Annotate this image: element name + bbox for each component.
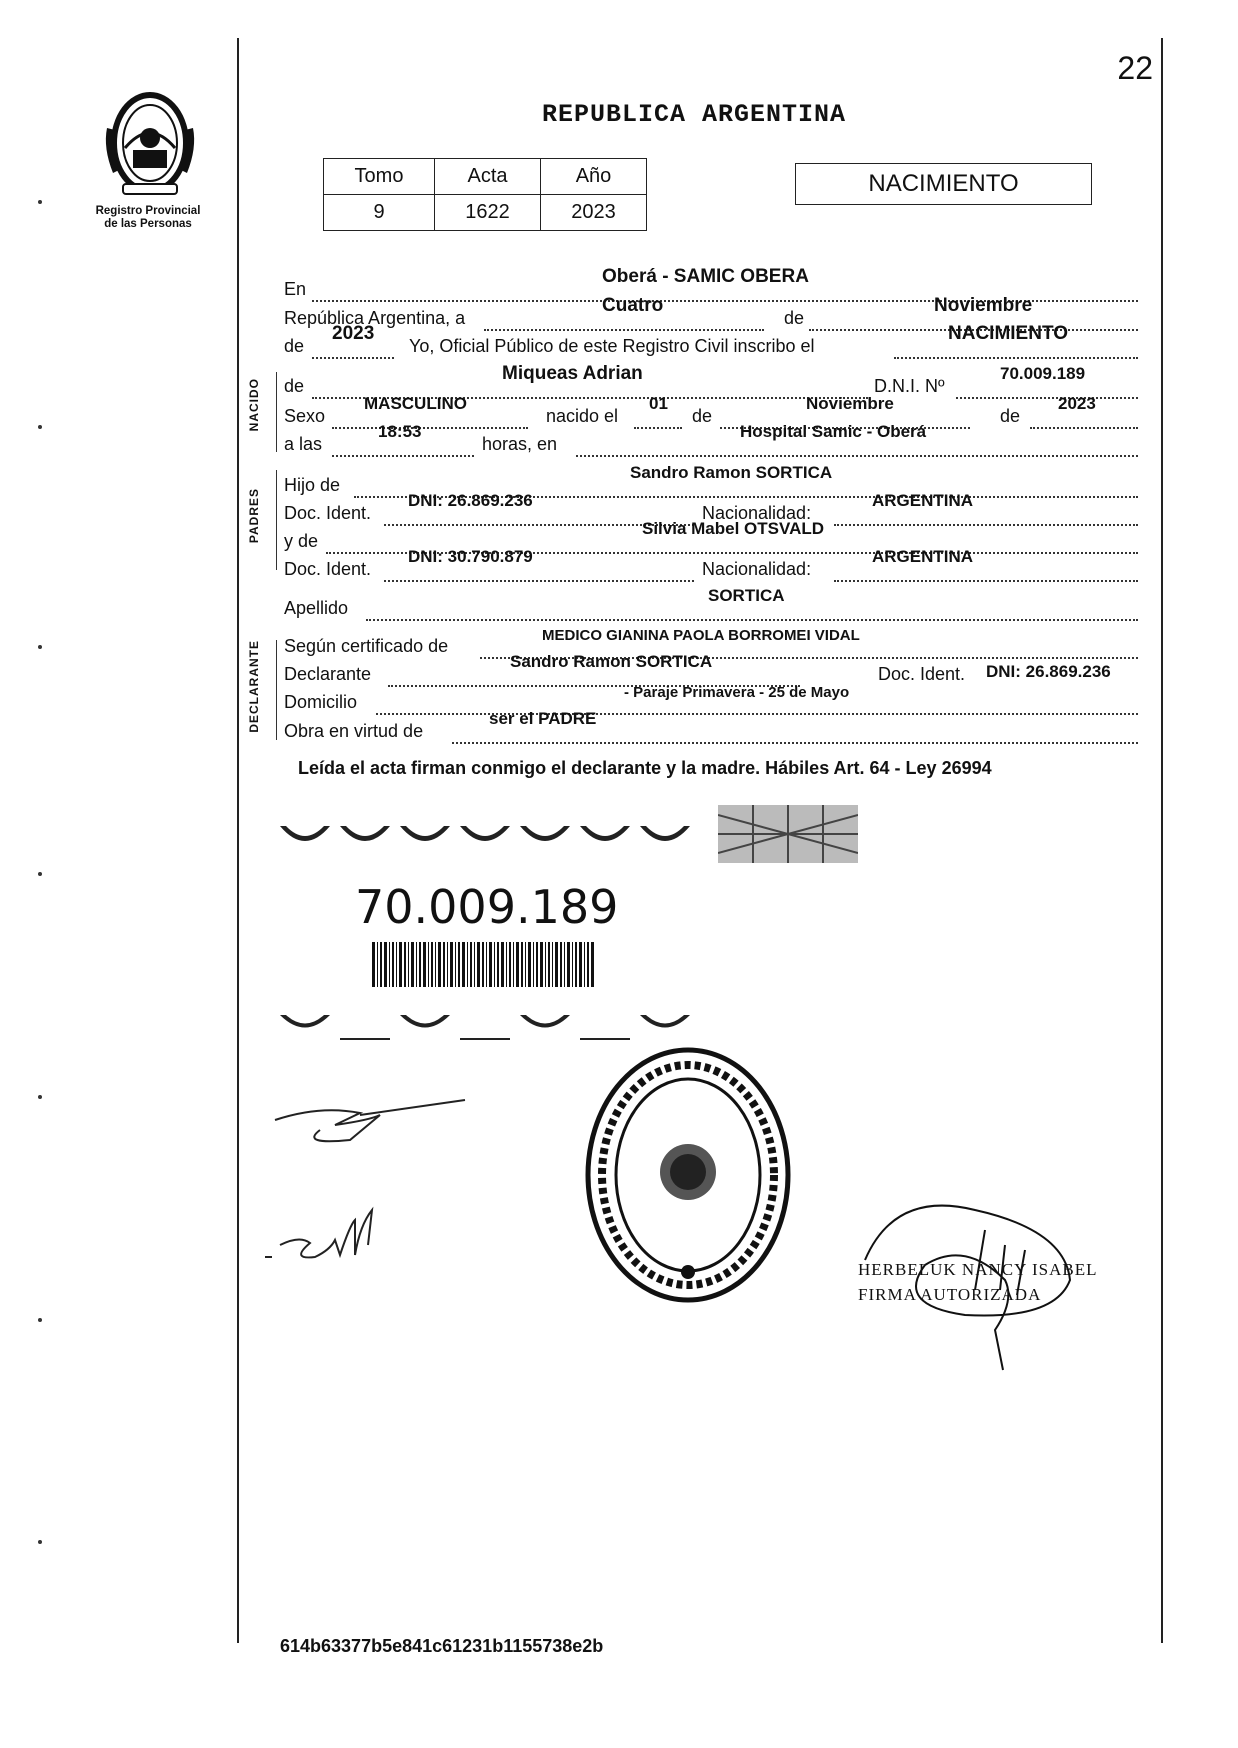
section-brace <box>276 372 277 452</box>
acta-value: 1622 <box>435 195 541 231</box>
declarante-label: Declarante <box>284 664 372 684</box>
anio-header: Año <box>541 159 647 195</box>
year-value: 2023 <box>332 323 375 344</box>
section-label-padres: PADRES <box>247 488 261 544</box>
id-number-print: 70.009.189 <box>355 880 619 934</box>
doc-ident-label: Doc. Ident. <box>284 503 372 523</box>
section-brace <box>276 640 277 740</box>
obra-label: Obra en virtud de <box>284 721 424 741</box>
alas-label: a las <box>284 434 323 454</box>
dni-value: 70.009.189 <box>1000 364 1086 383</box>
margin-mark <box>38 872 42 876</box>
sexo-value: MASCULINO <box>364 394 467 413</box>
father-doc-value: DNI: 26.869.236 <box>408 491 533 510</box>
authority-signature <box>855 1170 1098 1390</box>
anio-value: 2023 <box>541 195 647 231</box>
registry-table <box>323 158 647 231</box>
en-label: En <box>284 279 307 299</box>
section-brace <box>276 470 277 570</box>
name-value: Miqueas Adrian <box>502 363 643 384</box>
margin-mark <box>38 1095 42 1099</box>
hijo-label: Hijo de <box>284 475 341 495</box>
left-margin-rule <box>237 38 239 1643</box>
document-hash: 614b63377b5e841c61231b1155738e2b <box>280 1636 604 1656</box>
place-value: Oberá - SAMIC OBERA <box>602 266 809 287</box>
inscribe-text: Yo, Oficial Público de este Registro Civil inscribo el <box>409 336 815 356</box>
de-label: de <box>284 376 305 396</box>
birth-time-value: 18:53 <box>378 422 422 441</box>
mother-nationality-value: ARGENTINA <box>872 547 974 566</box>
mother-value: Silvia Mabel OTSVALD <box>642 519 825 538</box>
margin-mark <box>38 1540 42 1544</box>
birth-place-value: Hospital Samic - Oberá <box>740 422 927 441</box>
de-label: de <box>284 336 305 356</box>
row-mother-doc <box>284 547 1140 582</box>
birth-year-value: 2023 <box>1058 394 1096 413</box>
doc-ident-label: Doc. Ident. <box>878 664 966 684</box>
barcode <box>372 942 594 987</box>
margin-mark <box>38 200 42 204</box>
tomo-value: 9 <box>324 195 435 231</box>
nacido-label: nacido el <box>546 406 619 426</box>
horas-label: horas, en <box>482 434 558 454</box>
de-label: de <box>784 308 805 328</box>
margin-mark <box>38 645 42 649</box>
nacionalidad-label: Nacionalidad: <box>702 503 812 523</box>
row-surname <box>284 586 1140 621</box>
margin-mark <box>38 1318 42 1322</box>
de-label: de <box>1000 406 1021 426</box>
birth-month-value: Noviembre <box>806 394 894 413</box>
row-inscribe <box>284 323 1140 359</box>
security-band-top <box>280 816 725 861</box>
birth-day-value: 01 <box>649 394 668 413</box>
logo-caption: Registro Provincial de las Personas <box>95 205 201 230</box>
inscribe-act-value: NACIMIENTO <box>948 323 1068 344</box>
month-value: Noviembre <box>934 295 1033 316</box>
domicile-value: - Paraje Primavera - 25 de Mayo <box>624 684 850 701</box>
row-obra <box>284 709 1140 744</box>
row-domicile <box>284 684 1140 715</box>
father-nationality-value: ARGENTINA <box>872 491 974 510</box>
page-number: 22 <box>1117 50 1153 86</box>
margin-mark <box>38 425 42 429</box>
tomo-header: Tomo <box>324 159 435 195</box>
mother-doc-value: DNI: 30.790.879 <box>408 547 533 566</box>
sexo-label: Sexo <box>284 406 326 426</box>
yde-label: y de <box>284 531 319 551</box>
obra-value: ser el PADRE <box>489 709 597 728</box>
nacionalidad-label: Nacionalidad: <box>702 559 812 579</box>
declarant-doc-value: DNI: 26.869.236 <box>986 662 1111 681</box>
section-label-nacido: NACIDO <box>247 378 261 432</box>
certificate-value: MEDICO GIANINA PAOLA BORROMEI VIDAL <box>542 627 860 644</box>
security-hologram <box>718 805 858 863</box>
republica-label: República Argentina, a <box>284 308 466 328</box>
declarant-value: Sandro Ramon SORTICA <box>510 652 713 671</box>
handwritten-signatures <box>260 1085 500 1285</box>
dni-label: D.N.I. Nº <box>874 376 945 396</box>
row-time-place <box>284 422 1140 457</box>
apellido-label: Apellido <box>284 598 349 618</box>
country-title: REPUBLICA ARGENTINA <box>541 100 847 129</box>
day-words-value: Cuatro <box>602 295 664 316</box>
de-label: de <box>692 406 713 426</box>
official-stamp <box>578 1040 798 1310</box>
authority-name: HERBELUK NANCY ISABEL <box>858 1260 1098 1279</box>
domicilio-label: Domicilio <box>284 692 358 712</box>
act-type-box: NACIMIENTO <box>795 163 1092 205</box>
acta-header: Acta <box>435 159 541 195</box>
right-margin-rule <box>1161 38 1163 1643</box>
segun-label: Según certificado de <box>284 636 449 656</box>
security-band-bottom <box>280 1010 725 1042</box>
doc-ident-label: Doc. Ident. <box>284 559 372 579</box>
section-label-declarante: DECLARANTE <box>247 640 261 733</box>
authority-role: FIRMA AUTORIZADA <box>858 1285 1042 1304</box>
province-emblem-logo <box>95 88 205 198</box>
closing-note: Leída el acta firman conmigo el declarante y la madre. Hábiles Art. 64 - Ley 26994 <box>298 758 992 778</box>
surname-value: SORTICA <box>708 586 785 605</box>
father-value: Sandro Ramon SORTICA <box>630 463 833 482</box>
